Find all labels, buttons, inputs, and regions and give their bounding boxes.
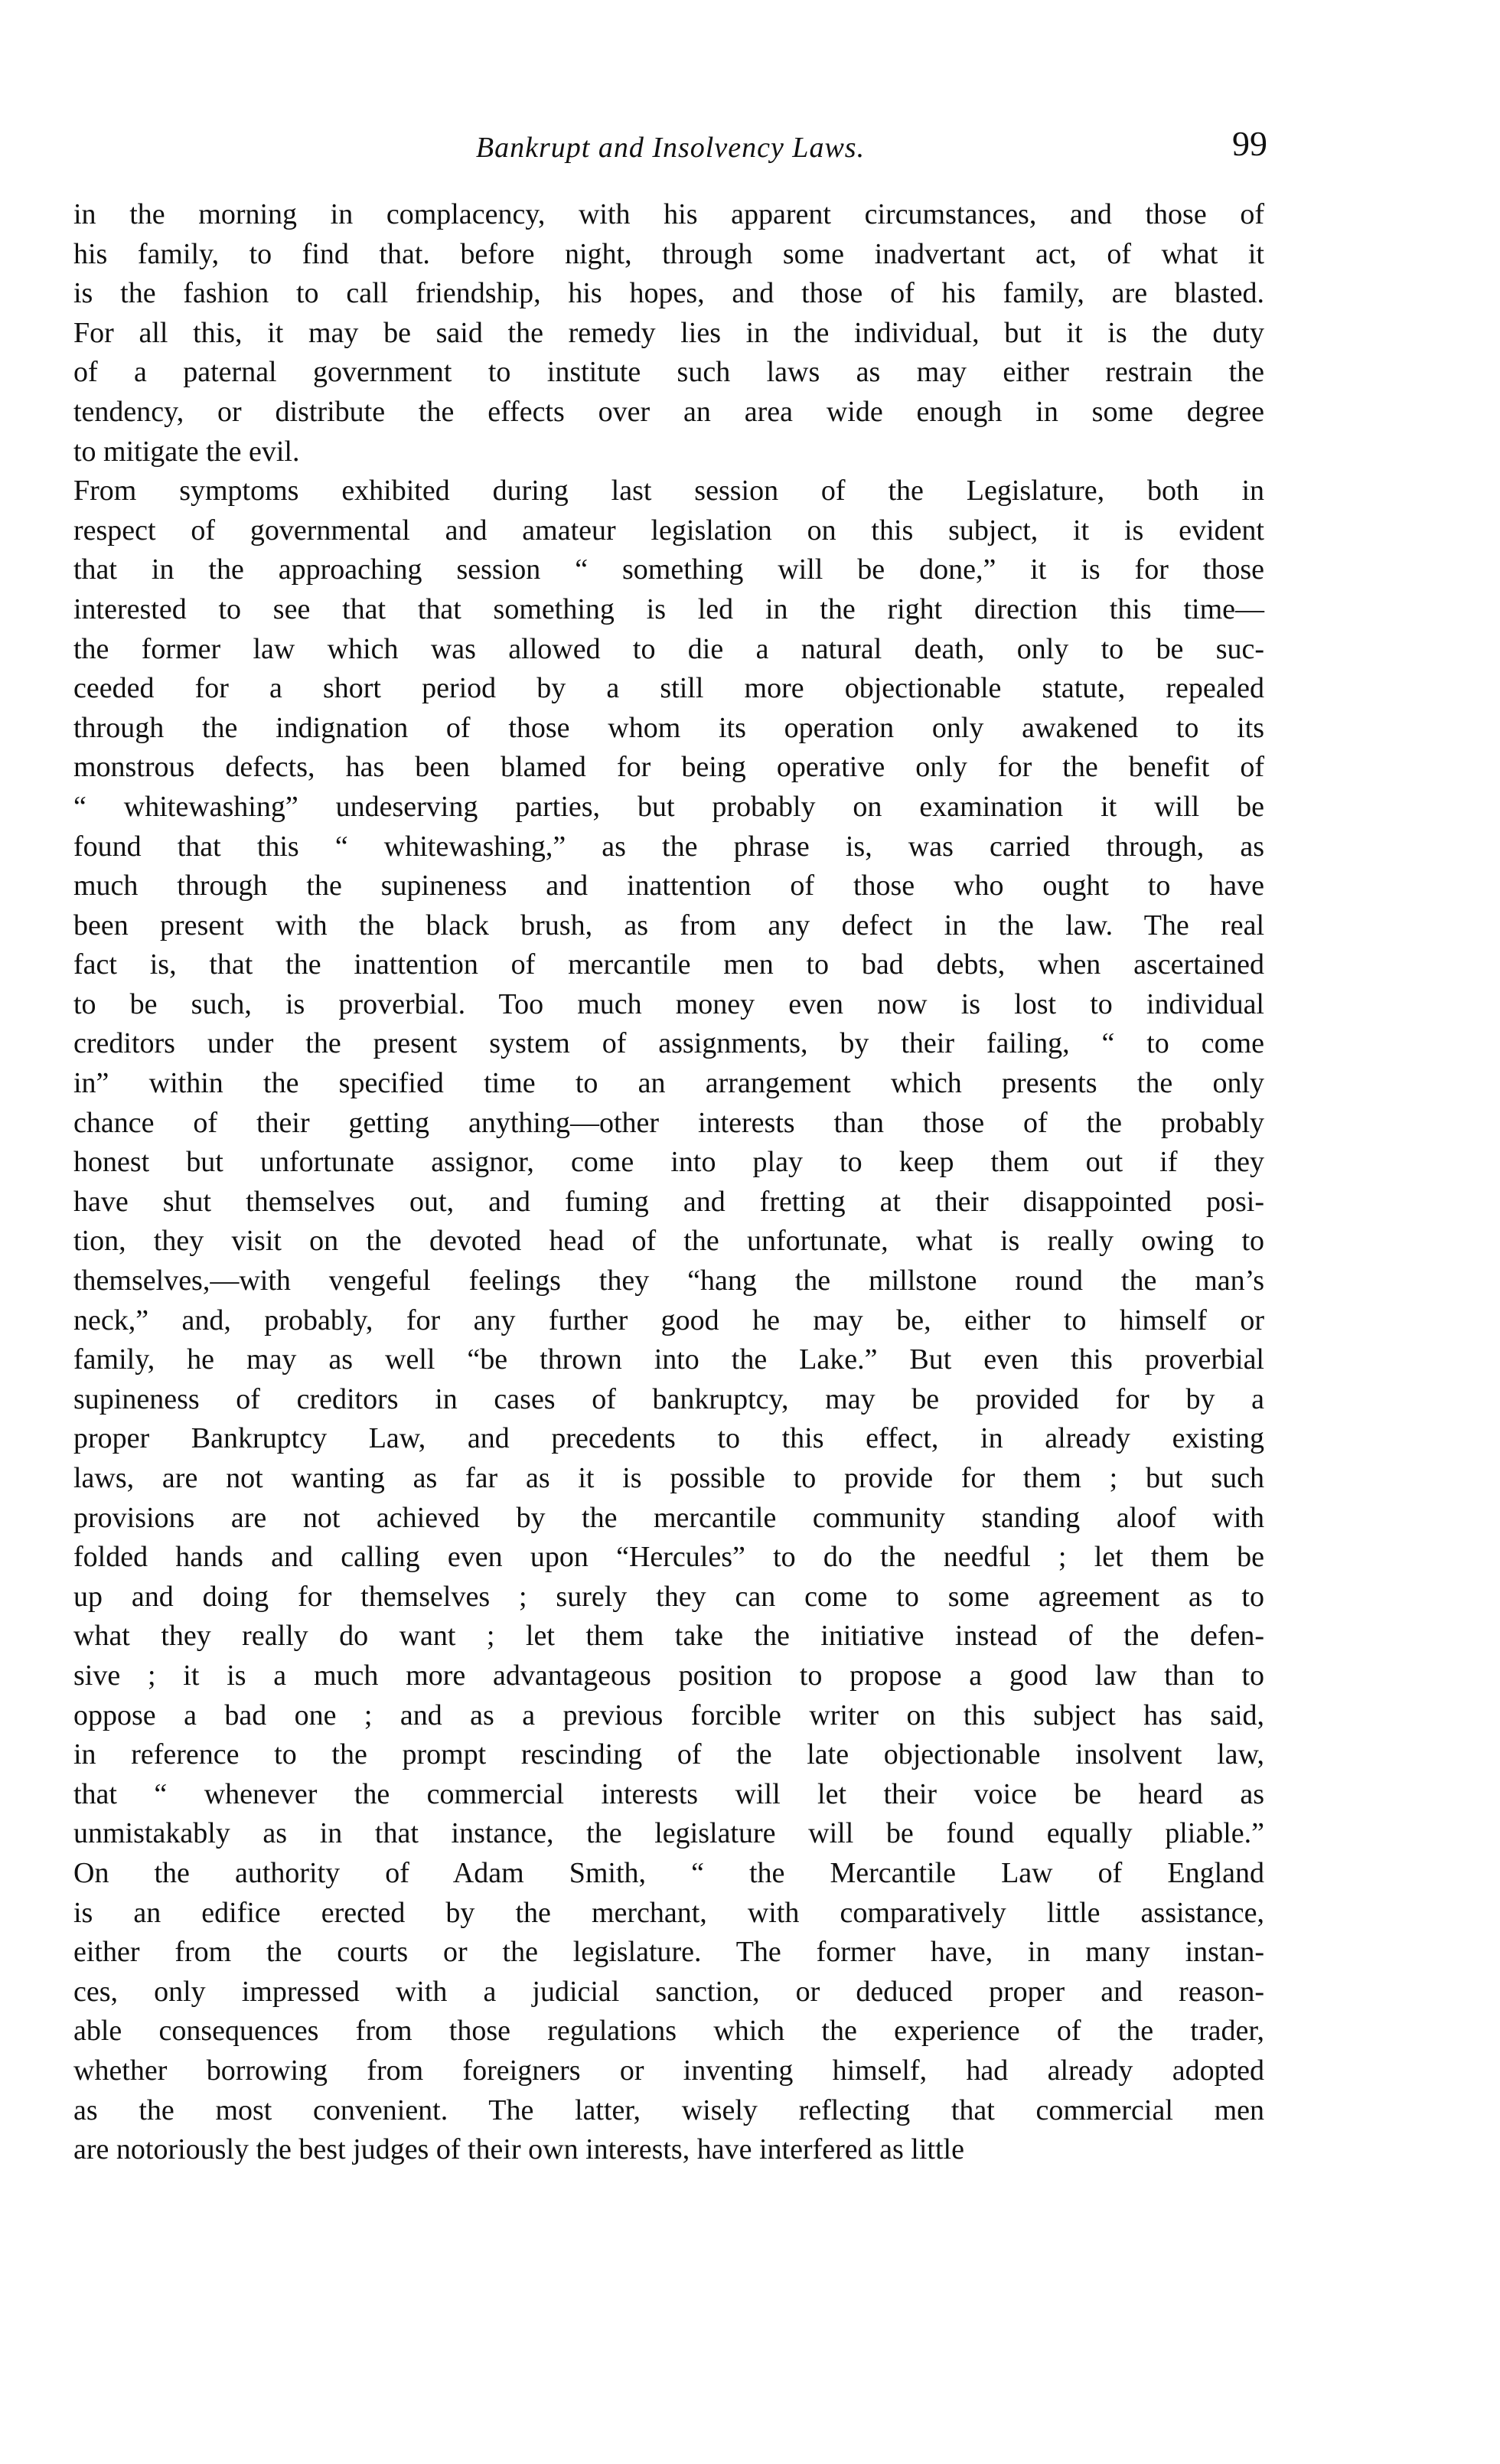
text-line: On the authority of Adam Smith, “ the Mercantile Law of England [73,1856,1264,1889]
text-line: tion, they visit on the devoted head of the unfortunate, what is really owing to [73,1225,1264,1258]
text-line: supineness of creditors in cases of bankruptcy, may be provided for by a [73,1382,1264,1415]
text-line: much through the supineness and inattention of those who ought to have [73,870,1264,902]
text-line: are notoriously the best judges of their own interests, have interfered as little [73,2133,964,2166]
text-line: From symptoms exhibited during last session of the Legislature, both in [73,475,1264,507]
text-line: chance of their getting anything—other interests than those of the probably [73,1106,1264,1139]
text-line: been present with the black brush, as from any defect in the law. The real [73,909,1264,942]
body-text [73,195,1264,2170]
running-head [73,124,1267,182]
text-line: interested to see that that something is led in the right direction this time— [73,592,1264,625]
text-line: “ whitewashing” undeserving parties, but probably on examination it will be [73,790,1264,823]
text-line: in the morning in complacency, with his apparent circumstances, and those of [73,198,1264,230]
text-line: have shut themselves out, and fuming and fretting at their disappointed posi- [73,1185,1264,1218]
text-line: in reference to the prompt rescinding of the late objectionable insolvent law, [73,1738,1264,1771]
text-line: up and doing for themselves ; surely they can come to some agreement as to [73,1580,1264,1613]
text-line: laws, are not wanting as far as it is possible to provide for them ; but such [73,1462,1264,1494]
text-line: in” within the specified time to an arrangement which presents the only [73,1067,1264,1100]
text-line: For all this, it may be said the remedy lies in the individual, but it is the duty [73,316,1264,349]
text-line: unmistakably as in that instance, the legislature will be found equally pliable.” [73,1817,1264,1850]
text-line: folded hands and calling even upon “Hercules” to do the needful ; let them be [73,1541,1264,1574]
text-line: to be such, is proverbial. Too much money even now is lost to individual [73,987,1264,1020]
text-line: found that this “ whitewashing,” as the phrase is, was carried through, as [73,830,1264,863]
text-line: either from the courts or the legislature. The former have, in many instan- [73,1936,1264,1969]
text-line: his family, to find that. before night, through some inadvertant act, of what it [73,237,1264,270]
text-line: monstrous defects, has been blamed for being operative only for the benefit of [73,751,1264,784]
text-line: that “ whenever the commercial interests will let their voice be heard as [73,1777,1264,1810]
text-line: to mitigate the evil. [73,435,300,468]
text-line: proper Bankruptcy Law, and precedents to this effect, in already existing [73,1422,1264,1455]
text-line: themselves,—with vengeful feelings they “hang the millstone round the man’s [73,1265,1264,1297]
text-line: ces, only impressed with a judicial sanction, or deduced proper and reason- [73,1975,1264,2008]
text-line: honest but unfortunate assignor, come into play to keep them out if they [73,1146,1264,1179]
text-line: is an edifice erected by the merchant, with comparatively little assistance, [73,1896,1264,1929]
text-line: as the most convenient. The latter, wisely reflecting that commercial men [73,2094,1264,2126]
text-line: the former law which was allowed to die a natural death, only to be suc- [73,632,1264,665]
text-line: able consequences from those regulations which the experience of the trader, [73,2015,1264,2048]
text-line: oppose a bad one ; and as a previous forcible writer on this subject has said, [73,1699,1264,1731]
text-line: respect of governmental and amateur legislation on this subject, it is evident [73,514,1264,547]
text-line: provisions are not achieved by the mercantile community standing aloof with [73,1501,1264,1534]
text-line: fact is, that the inattention of mercantile men to bad debts, when ascertained [73,948,1264,981]
text-line: is the fashion to call friendship, his hopes, and those of his family, are blasted. [73,277,1264,310]
text-line: of a paternal government to institute such laws as may either restrain the [73,356,1264,389]
text-line: ceeded for a short period by a still more objectionable statute, repealed [73,672,1264,705]
page-number: 99 [1232,124,1267,163]
text-line: through the indignation of those whom its operation only awakened to its [73,711,1264,744]
text-line: that in the approaching session “ something will be done,” it is for those [73,553,1264,586]
text-line: family, he may as well “be thrown into the Lake.” But even this proverbial [73,1343,1264,1376]
running-title: Bankrupt and Insolvency Laws. [475,132,866,164]
text-line: what they really do want ; let them take the initiative instead of the defen- [73,1620,1264,1653]
text-line: whether borrowing from foreigners or inventing himself, had already adopted [73,2054,1264,2087]
text-line: neck,” and, probably, for any further good he may be, either to himself or [73,1304,1264,1336]
text-line: creditors under the present system of assignments, by their failing, “ to come [73,1027,1264,1060]
text-line: sive ; it is a much more advantageous position to propose a good law than to [73,1659,1264,1692]
text-line: tendency, or distribute the effects over an area wide enough in some degree [73,395,1264,428]
